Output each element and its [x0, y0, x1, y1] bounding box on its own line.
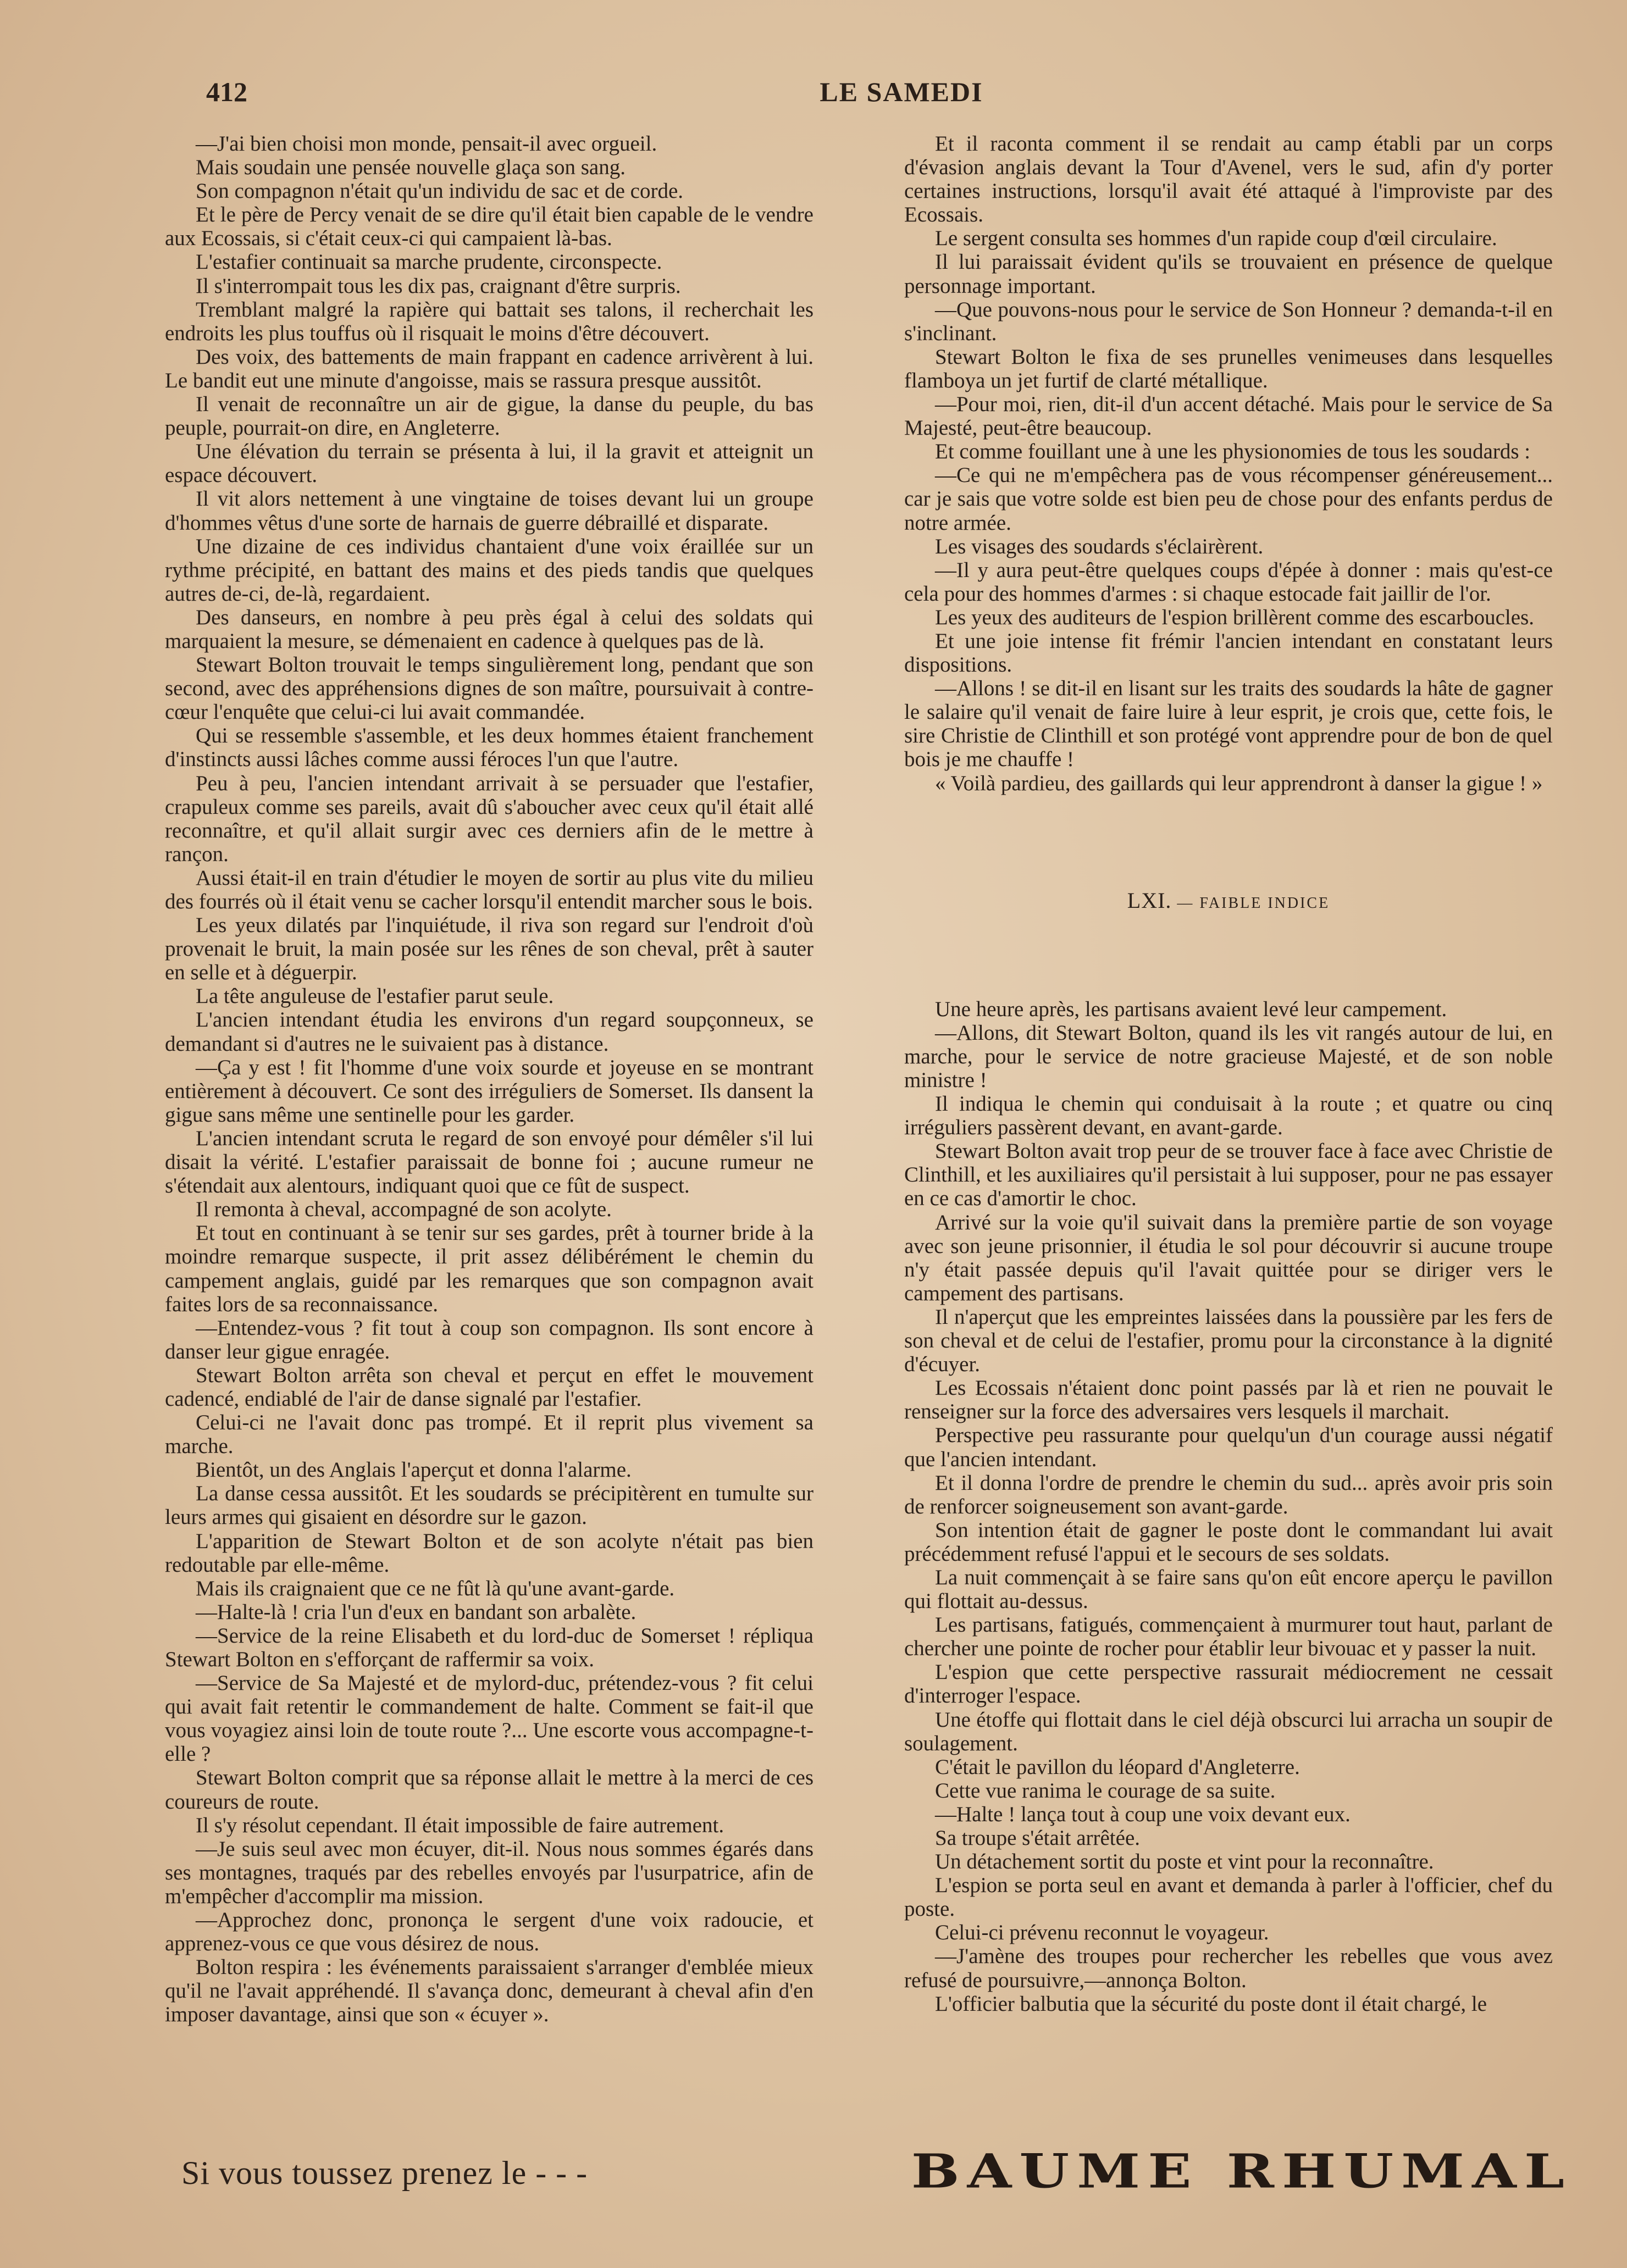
paragraph: Et une joie intense fit frémir l'ancien intendant en constatant leurs dispositions. — [904, 629, 1553, 677]
paragraph: Il s'interrompait tous les dix pas, craignant d'être surpris. — [196, 274, 681, 298]
paragraph: Celui-ci ne l'avait donc pas trompé. Et il reprit plus vivement sa marche. — [165, 1411, 814, 1459]
paragraph: Stewart Bolton avait trop peur de se trouver face à face avec Christie de Clinthill, et les auxiliaires qu'il persistait à lui supposer, pour ne pas essayer en ce cas d'amortir le choc. — [904, 1139, 1553, 1211]
paragraph: « Voilà pardieu, des gaillards qui leur apprendront à danser la gigue ! » — [935, 771, 1543, 795]
paragraph: —Approchez donc, prononça le sergent d'une voix radoucie, et apprenez-vous ce que vous désirez de nous. — [165, 1908, 814, 1956]
paragraph: Les yeux dilatés par l'inquiétude, il riva son regard sur l'endroit d'où provenait le bruit, la main posée sur les rênes de son cheval, prêt à sauter en selle et à déguerpir. — [165, 913, 814, 985]
right-column — [904, 132, 1553, 2016]
paragraph: —Ce qui ne m'empêchera pas de vous récompenser généreusement... car je sais que votre solde est bien peu de chose pour des enfants perdus de notre armée. — [904, 463, 1553, 535]
ad-lead-text: Si vous toussez prenez le - - - — [181, 2155, 588, 2191]
paragraph: —Allons ! se dit-il en lisant sur les traits des soudards la hâte de gagner le salaire qu'il venait de faire luire à leur esprit, je crois que, cette fois, le sire Christie de Clinthill et son protégé vont apprendre pour de bon de quel bois je me chauffe ! — [904, 676, 1553, 772]
paragraph: —Allons, dit Stewart Bolton, quand ils les vit rangés autour de lui, en marche, pour le service de notre gracieuse Majesté, et de son noble ministre ! — [904, 1021, 1553, 1092]
paragraph: Stewart Bolton comprit que sa réponse allait le mettre à la merci de ces coureurs de route. — [165, 1766, 814, 1814]
page-number: 412 — [206, 76, 247, 107]
paragraph: Aussi était-il en train d'étudier le moyen de sortir au plus vite du milieu des fourrés où il était venu se cacher lorsqu'il entendit marcher sous le bois. — [165, 866, 814, 913]
paragraph: —Ça y est ! fit l'homme d'une voix sourde et joyeuse en se montrant entièrement à découvert. Ce sont des irréguliers de Somerset. Ils dansent la gigue sans même une sentinelle pour les garder. — [165, 1055, 814, 1127]
paragraph: Sa troupe s'était arrêtée. — [935, 1826, 1141, 1850]
paragraph: —Service de la reine Elisabeth et du lord-duc de Somerset ! répliqua Stewart Bolton en s'efforçant de raffermir sa voix. — [165, 1623, 814, 1671]
paragraph: —Halte ! lança tout à coup une voix devant eux. — [935, 1802, 1351, 1826]
paragraph: Il vit alors nettement à une vingtaine de toises devant lui un groupe d'hommes vêtus d'une sorte de harnais de guerre débraillé et disparate. — [165, 487, 814, 535]
ad-brand-name: BAUME RHUMAL — [911, 2143, 1572, 2199]
paragraph: Les visages des soudards s'éclairèrent. — [935, 534, 1264, 558]
paragraph: —J'amène des troupes pour rechercher les rebelles que vous avez refusé de poursuivre,—annonça Bolton. — [904, 1944, 1553, 1992]
paragraph: Peu à peu, l'ancien intendant arrivait à se persuader que l'estafier, crapuleux comme ses pareils, avait dû s'aboucher avec ceux qu'il était allé reconnaître, et qu'il allait surgir avec ces derniers afin de le mettre à rançon. — [165, 771, 814, 866]
paragraph: Celui-ci prévenu reconnut le voyageur. — [935, 1921, 1269, 1945]
paragraph: Cette vue ranima le courage de sa suite. — [935, 1778, 1276, 1803]
paragraph: Et tout en continuant à se tenir sur ses gardes, prêt à tourner bride à la moindre remarque suspecte, il prit assez délibérément le chemin du campement anglais, guidé par les remarques que son compagnon avait faites lors de sa reconnaissance. — [165, 1221, 814, 1316]
page-header — [206, 76, 1597, 114]
paragraph: C'était le pavillon du léopard d'Angleterre. — [935, 1755, 1300, 1779]
left-column — [165, 132, 814, 2027]
paragraph: —Service de Sa Majesté et de mylord-duc, prétendez-vous ? fit celui qui avait fait retentir le commandement de halte. Comment se fait-il que vous voyagiez ainsi loin de toute route ?... Une escorte vous accompagne-t-elle ? — [165, 1671, 814, 1766]
paragraph: Il remonta à cheval, accompagné de son acolyte. — [196, 1197, 612, 1222]
section-heading — [904, 889, 1553, 915]
paragraph: L'espion se porta seul en avant et demanda à parler à l'officier, chef du poste. — [904, 1873, 1553, 1921]
paragraph: Une élévation du terrain se présenta à lui, il la gravit et atteignit un espace découvert. — [165, 440, 814, 487]
paragraph: Une heure après, les partisans avaient levé leur campement. — [935, 997, 1447, 1021]
paragraph: —Que pouvons-nous pour le service de Son Honneur ? demanda-t-il en s'inclinant. — [904, 297, 1553, 345]
paragraph: Des danseurs, en nombre à peu près égal à celui des soldats qui marquaient la mesure, se démenaient en cadence à quelques pas de là. — [165, 605, 814, 653]
paragraph: Bientôt, un des Anglais l'aperçut et donna l'alarme. — [196, 1458, 632, 1482]
paragraph: —J'ai bien choisi mon monde, pensait-il avec orgueil. — [196, 132, 657, 156]
paragraph: L'espion que cette perspective rassurait médiocrement ne cessait d'interroger l'espace. — [904, 1660, 1553, 1708]
paragraph: Le sergent consulta ses hommes d'un rapide coup d'œil circulaire. — [935, 226, 1497, 251]
paragraph: Perspective peu rassurante pour quelqu'un d'un courage aussi négatif que l'ancien intendant. — [904, 1423, 1553, 1471]
paragraph: Stewart Bolton le fixa de ses prunelles venimeuses dans lesquelles flamboya un jet furtif de clarté métallique. — [904, 345, 1553, 392]
paragraph: Tremblant malgré la rapière qui battait ses talons, il recherchait les endroits les plus touffus où il risquait le moins d'être découvert. — [165, 297, 814, 345]
paragraph: —Entendez-vous ? fit tout à coup son compagnon. Ils sont encore à danser leur gigue enragée. — [165, 1316, 814, 1363]
paragraph: Un détachement sortit du poste et vint pour la reconnaître. — [935, 1850, 1434, 1874]
paragraph: Bolton respira : les événements paraissaient s'arranger d'emblée mieux qu'il ne l'avait appréhendé. Il s'avança donc, demeurant à cheval afin d'en imposer davantage, ainsi que son « écuyer ». — [165, 1955, 814, 2027]
paragraph: Une étoffe qui flottait dans le ciel déjà obscurci lui arracha un soupir de soulagement. — [904, 1707, 1553, 1755]
paragraph: —Il y aura peut-être quelques coups d'épée à donner : mais qu'est-ce cela pour des hommes d'armes : si chaque estocade fait jaillir de l'or. — [904, 558, 1553, 606]
section-dash: — — [1171, 894, 1200, 912]
paragraph: Il s'y résolut cependant. Il était impossible de faire autrement. — [196, 1813, 724, 1837]
paragraph: La danse cessa aussitôt. Et les soudards se précipitèrent en tumulte sur leurs armes qui gisaient en désordre sur le gazon. — [165, 1482, 814, 1529]
paragraph: —Pour moi, rien, dit-il d'un accent détaché. Mais pour le service de Sa Majesté, peut-être beaucoup. — [904, 392, 1553, 440]
section-title: FAIBLE INDICE — [1199, 894, 1330, 912]
paragraph: L'ancien intendant étudia les environs d'un regard soupçonneux, se demandant si d'autres ne le suivaient pas à distance. — [165, 1008, 814, 1056]
paragraph: Et comme fouillant une à une les physionomies de tous les soudards : — [935, 440, 1531, 464]
paragraph: Il lui paraissait évident qu'ils se trouvaient en présence de quelque personnage important. — [904, 250, 1553, 298]
paragraph: —Je suis seul avec mon écuyer, dit-il. Nous nous sommes égarés dans ses montagnes, traqués par des rebelles envoyés par l'usurpatrice, afin de m'empêcher d'accomplir ma mission. — [165, 1837, 814, 1908]
journal-title: LE SAMEDI — [820, 76, 983, 107]
paragraph: La tête anguleuse de l'estafier parut seule. — [196, 984, 554, 1008]
paragraph: Les partisans, fatigués, commençaient à murmurer tout haut, parlant de chercher une pointe de rocher pour établir leur bivouac et y passer la nuit. — [904, 1613, 1553, 1661]
paragraph: Et il raconta comment il se rendait au camp établi par un corps d'évasion anglais devant la Tour d'Avenel, vers le sud, afin d'y porter certaines instructions, lorsqu'il avait été attaqué à l'improviste par des Ecossais. — [904, 132, 1553, 227]
paragraph: Et le père de Percy venait de se dire qu'il était bien capable de le vendre aux Ecossais, si c'était ceux-ci qui campaient là-bas. — [165, 203, 814, 251]
paragraph: L'ancien intendant scruta le regard de son envoyé pour démêler s'il lui disait la vérité. L'estafier paraissait de bonne foi ; aucune rumeur ne s'étendait aux alentours, indiquant quoi que ce fût de suspect. — [165, 1126, 814, 1198]
paragraph: Arrivé sur la voie qu'il suivait dans la première partie de son voyage avec son jeune prisonnier, il étudia le sol pour découvrir si aucune troupe n'y était passée depuis qu'il l'avait quittée pour se diriger vers le campement des partisans. — [904, 1210, 1553, 1305]
right-column-bottom — [904, 997, 1553, 2016]
paragraph: Stewart Bolton arrêta son cheval et perçut en effet le mouvement cadencé, endiablé de l'air de danse signalé par l'estafier. — [165, 1363, 814, 1411]
paragraph: L'apparition de Stewart Bolton et de son acolyte n'était pas bien redoutable par elle-même. — [165, 1529, 814, 1577]
paragraph: Les Ecossais n'étaient donc point passés par là et rien ne pouvait le renseigner sur la force des adversaires vers lesquels il marchait. — [904, 1376, 1553, 1424]
paragraph: Mais soudain une pensée nouvelle glaça son sang. — [196, 156, 626, 180]
paragraph: Une dizaine de ces individus chantaient d'une voix éraillée sur un rythme précipité, en battant des mains et des pieds tandis que quelques autres de-ci, de-là, regardaient. — [165, 534, 814, 606]
paragraph: Il venait de reconnaître un air de gigue, la danse du peuple, du bas peuple, pourrait-on dire, en Angleterre. — [165, 392, 814, 440]
paragraph: Stewart Bolton trouvait le temps singulièrement long, pendant que son second, avec des appréhensions dignes de son maître, poursuivait à contre-cœur l'enquête que celui-ci lui avait commandée. — [165, 653, 814, 724]
paragraph: Les yeux des auditeurs de l'espion brillèrent comme des escarboucles. — [935, 605, 1535, 629]
paragraph: L'officier balbutia que la sécurité du poste dont il était chargé, le — [935, 1992, 1487, 2016]
paragraph: La nuit commençait à se faire sans qu'on eût encore aperçu le pavillon qui flottait au-dessus. — [904, 1565, 1553, 1613]
paragraph: Et il donna l'ordre de prendre le chemin du sud... après avoir pris soin de renforcer soigneusement son avant-garde. — [904, 1471, 1553, 1518]
paragraph: Il n'aperçut que les empreintes laissées dans la poussière par les fers de son cheval et de celui de l'estafier, promu pour la circonstance à la dignité d'écuyer. — [904, 1305, 1553, 1377]
paragraph: L'estafier continuait sa marche prudente, circonspecte. — [196, 250, 662, 274]
right-column-top — [904, 132, 1553, 795]
paragraph: Son intention était de gagner le poste dont le commandant lui avait précédemment refusé l'appui et le secours de ses soldats. — [904, 1518, 1553, 1566]
paragraph: Il indiqua le chemin qui conduisait à la route ; et quatre ou cinq irréguliers passèrent devant, en avant-garde. — [904, 1092, 1553, 1140]
paragraph: —Halte-là ! cria l'un d'eux en bandant son arbalète. — [196, 1600, 637, 1624]
advertisement — [181, 2143, 1572, 2204]
paragraph: Mais ils craignaient que ce ne fût là qu'une avant-garde. — [196, 1576, 675, 1600]
paragraph: Qui se ressemble s'assemble, et les deux hommes étaient franchement d'instincts aussi lâches comme aussi féroces l'un que l'autre. — [165, 724, 814, 772]
paragraph: Son compagnon n'était qu'un individu de sac et de corde. — [196, 179, 684, 203]
paragraph: Des voix, des battements de main frappant en cadence arrivèrent à lui. Le bandit eut une minute d'angoisse, mais se rassura presque aussitôt. — [165, 345, 814, 392]
section-number: LXI. — [1127, 888, 1172, 913]
